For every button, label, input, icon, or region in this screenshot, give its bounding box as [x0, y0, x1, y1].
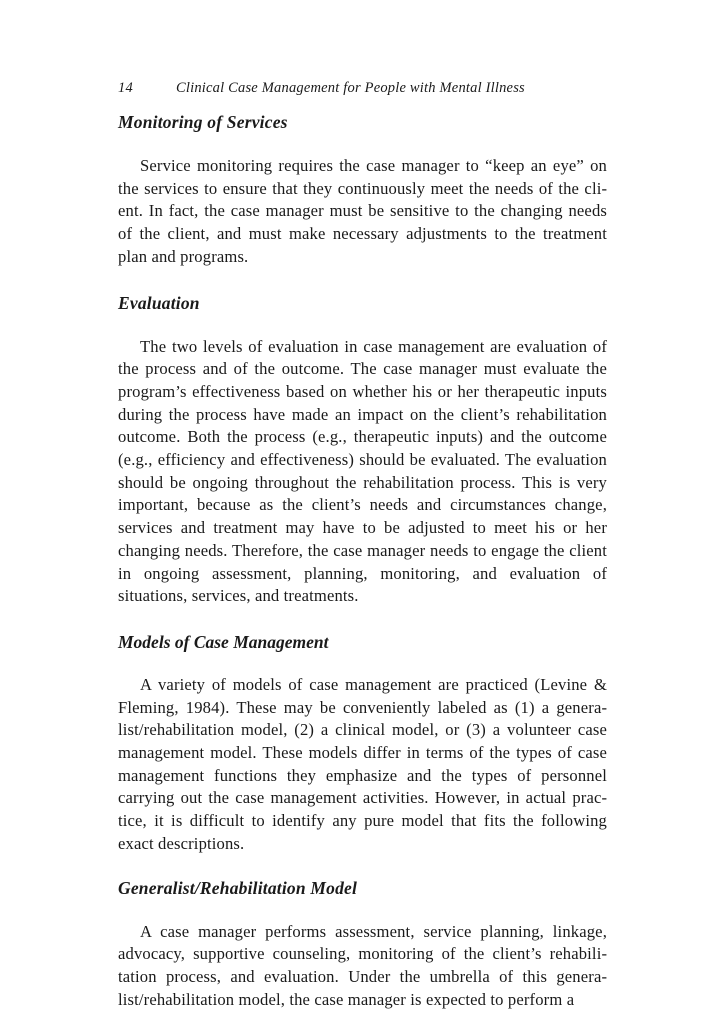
paragraph-generalist-rehabilitation-model: A case manager performs assessment, service planning, linkage, advocacy, supportive counseling, monitoring of the client’s rehabilitation process, and evaluation. Under the umbrella of this generalist/rehabilitation model, the case manager is expected to perform a [118, 921, 607, 1009]
heading-generalist-rehabilitation-model: Generalist/Rehabilitation Model [118, 877, 358, 898]
running-head [118, 80, 525, 97]
page-number: 14 [118, 80, 133, 96]
paragraph-evaluation: The two levels of evaluation in case management are evaluation of the process and of the outcome. The case manager must evaluate the program’s effectiveness based on whether his or her therapeutic inputs during the process have made an impact on the client’s rehabilitation outcome. Both the process (e.g., therapeutic inputs) and the outcome (e.g., efficiency and effectiveness) should be evaluated. The evaluation should be ongoing throughout the rehabilitation process. This is very important, because as the client’s needs and circumstances change, services and treatment may have to be adjusted to meet his or her changing needs. Therefore, the case manager needs to engage the client in ongoing assessment, planning, monitoring, and evaluation of situations, services, and treatments. [118, 336, 607, 606]
heading-models-of-case-management: Models of Case Management [118, 631, 329, 652]
running-title: Clinical Case Management for People with Mental Illness [176, 80, 525, 96]
page-body [118, 111, 607, 1034]
heading-monitoring-of-services: Monitoring of Services [118, 112, 288, 132]
heading-evaluation: Evaluation [118, 292, 200, 313]
paragraph-models-of-case-management: A variety of models of case management are practiced (Levine & Fleming, 1984). These may be conveniently labeled as (1) a generalist/rehabilitation model, (2) a clinical model, or (3) a volunteer case management model. These models differ in terms of the types of case management functions they emphasize and the types of personnel carrying out the case management activities. However, in actual practice, it is difficult to identify any pure model that fits the following exact descriptions. [118, 674, 607, 853]
paragraph-monitoring-of-services: Service monitoring requires the case manager to “keep an eye” on the services to ensure that they continuously meet the needs of the client. In fact, the case manager must be sensitive to the changing needs of the client, and must make necessary adjustments to the treatment plan and programs. [118, 156, 607, 266]
